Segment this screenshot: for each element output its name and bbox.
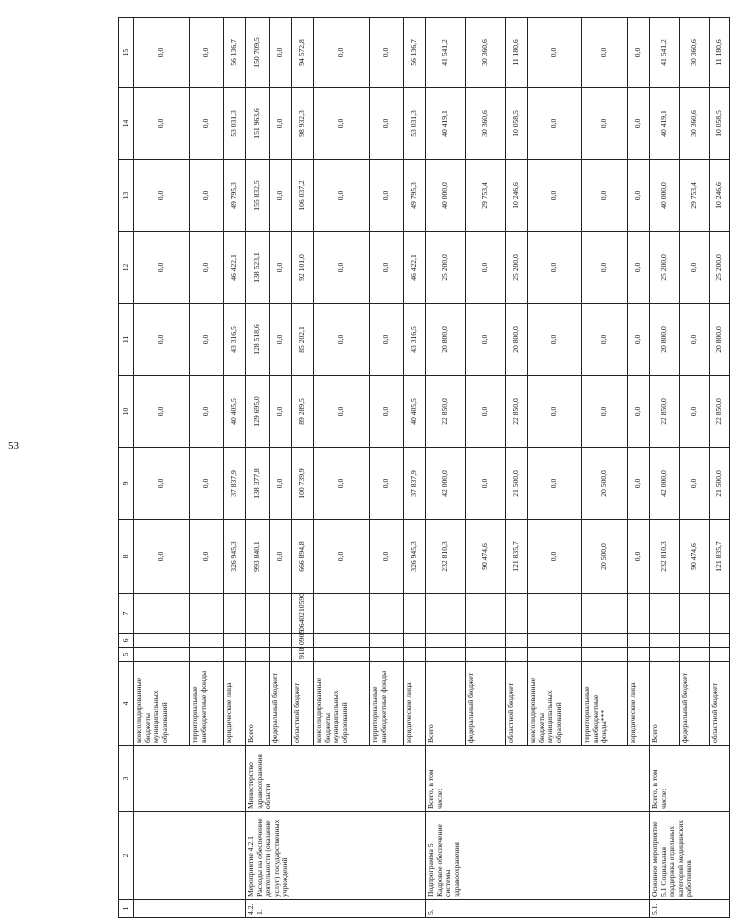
value-cell: 0,0 bbox=[134, 160, 190, 232]
cell bbox=[680, 634, 710, 648]
value-cell: 25 200,0 bbox=[506, 232, 528, 304]
row-number: 4.2.1. bbox=[246, 900, 426, 918]
cell bbox=[710, 594, 730, 634]
value-cell: 20 800,0 bbox=[426, 304, 466, 376]
value-cell: 0,0 bbox=[190, 520, 224, 594]
cell bbox=[582, 648, 628, 662]
cell bbox=[270, 594, 292, 634]
value-cell: 30 360,6 bbox=[466, 18, 506, 88]
value-cell: 21 500,0 bbox=[710, 448, 730, 520]
value-cell: 43 316,5 bbox=[404, 304, 426, 376]
value-cell: 0,0 bbox=[270, 160, 292, 232]
cell bbox=[224, 648, 246, 662]
value-cell: 46 422,1 bbox=[224, 232, 246, 304]
value-cell: 22 850,0 bbox=[506, 376, 528, 448]
value-cell: 92 101,0 bbox=[292, 232, 314, 304]
value-cell: 0,0 bbox=[370, 520, 404, 594]
value-cell: 10 246,6 bbox=[506, 160, 528, 232]
value-cell: 29 753,4 bbox=[680, 160, 710, 232]
value-cell: 42 000,0 bbox=[650, 448, 680, 520]
value-cell: 0,0 bbox=[314, 376, 370, 448]
value-cell: 0,0 bbox=[370, 88, 404, 160]
value-cell: 21 500,0 bbox=[506, 448, 528, 520]
cell bbox=[710, 634, 730, 648]
value-cell: 0,0 bbox=[270, 304, 292, 376]
value-cell: 0,0 bbox=[314, 304, 370, 376]
value-cell: 49 795,3 bbox=[404, 160, 426, 232]
header-cell: 6 bbox=[119, 634, 134, 648]
value-cell: 232 810,3 bbox=[650, 520, 680, 594]
header-cell: 7 bbox=[119, 594, 134, 634]
cell bbox=[270, 648, 292, 662]
value-cell: 0,0 bbox=[466, 376, 506, 448]
value-cell: 0,0 bbox=[582, 18, 628, 88]
value-cell: 30 360,6 bbox=[466, 88, 506, 160]
header-cell: 9 bbox=[119, 448, 134, 520]
header-cell: 3 bbox=[119, 746, 134, 812]
source-cell: Всего bbox=[650, 662, 680, 746]
value-cell: 20 800,0 bbox=[506, 304, 528, 376]
value-cell: 0,0 bbox=[134, 88, 190, 160]
header-cell: 2 bbox=[119, 812, 134, 900]
value-cell: 53 031,3 bbox=[404, 88, 426, 160]
value-cell: 40 419,1 bbox=[426, 88, 466, 160]
executor: Всего, в том числе: bbox=[650, 746, 730, 812]
header-cell: 11 bbox=[119, 304, 134, 376]
value-cell: 0,0 bbox=[582, 88, 628, 160]
value-cell: 0,0 bbox=[628, 18, 650, 88]
cell bbox=[246, 648, 270, 662]
value-cell: 138 377,8 bbox=[246, 448, 270, 520]
value-cell: 0,0 bbox=[528, 376, 582, 448]
source-cell: территориальные внебюджетные фонды*** bbox=[582, 662, 628, 746]
value-cell: 0,0 bbox=[680, 232, 710, 304]
value-cell: 90 474,6 bbox=[680, 520, 710, 594]
cell bbox=[628, 634, 650, 648]
value-cell: 85 202,1 bbox=[292, 304, 314, 376]
header-cell: 4 bbox=[119, 662, 134, 746]
value-cell: 0,0 bbox=[134, 448, 190, 520]
header-cell: 14 bbox=[119, 88, 134, 160]
cell bbox=[224, 634, 246, 648]
value-cell: 0,0 bbox=[270, 448, 292, 520]
value-cell: 22 850,0 bbox=[426, 376, 466, 448]
cell bbox=[314, 594, 370, 634]
value-cell: 0,0 bbox=[466, 232, 506, 304]
value-cell: 0,0 bbox=[190, 160, 224, 232]
value-cell: 0,0 bbox=[190, 88, 224, 160]
cell bbox=[528, 594, 582, 634]
cell bbox=[466, 594, 506, 634]
value-cell: 20 500,0 bbox=[582, 448, 628, 520]
value-cell: 0,0 bbox=[190, 232, 224, 304]
value-cell: 20 500,0 bbox=[582, 520, 628, 594]
value-cell: 0,0 bbox=[628, 160, 650, 232]
value-cell: 151 963,6 bbox=[246, 88, 270, 160]
value-cell: 0,0 bbox=[370, 160, 404, 232]
source-cell: федеральный бюджет bbox=[680, 662, 710, 746]
value-cell: 326 945,3 bbox=[224, 520, 246, 594]
value-cell: 0,0 bbox=[680, 448, 710, 520]
value-cell: 0,0 bbox=[314, 160, 370, 232]
value-cell: 666 894,8 bbox=[292, 520, 314, 594]
value-cell: 40 405,5 bbox=[404, 376, 426, 448]
header-cell: 12 bbox=[119, 232, 134, 304]
value-cell: 0,0 bbox=[270, 520, 292, 594]
executor: Министерство здравоохранения области bbox=[246, 746, 426, 812]
value-cell: 0,0 bbox=[270, 232, 292, 304]
cell bbox=[224, 594, 246, 634]
table-row bbox=[426, 18, 466, 918]
cell bbox=[314, 648, 370, 662]
measure-name: Мероприятие 4.2.1 Расходы на обеспечение деятельности (оказание услуг) государственных учреждений bbox=[246, 812, 426, 900]
value-cell: 0,0 bbox=[190, 448, 224, 520]
value-cell: 43 316,5 bbox=[224, 304, 246, 376]
row-number: 5. bbox=[426, 900, 650, 918]
header-row bbox=[119, 18, 134, 918]
value-cell: 0,0 bbox=[628, 376, 650, 448]
value-cell: 232 810,3 bbox=[426, 520, 466, 594]
value-cell: 90 474,6 bbox=[466, 520, 506, 594]
cell bbox=[628, 594, 650, 634]
value-cell: 0,0 bbox=[680, 376, 710, 448]
cell bbox=[370, 634, 404, 648]
value-cell: 0,0 bbox=[680, 304, 710, 376]
value-cell: 0,0 bbox=[528, 160, 582, 232]
header-cell: 8 bbox=[119, 520, 134, 594]
value-cell: 11 180,6 bbox=[506, 18, 528, 88]
cell bbox=[650, 634, 680, 648]
source-cell: юридические лица bbox=[404, 662, 426, 746]
cell bbox=[466, 634, 506, 648]
cell bbox=[710, 648, 730, 662]
cell bbox=[582, 634, 628, 648]
value-cell: 89 289,5 bbox=[292, 376, 314, 448]
value-cell: 98 932,3 bbox=[292, 88, 314, 160]
value-cell: 0,0 bbox=[314, 448, 370, 520]
value-cell: 0,0 bbox=[582, 232, 628, 304]
value-cell: 37 837,9 bbox=[224, 448, 246, 520]
cell bbox=[404, 594, 426, 634]
cell bbox=[426, 634, 466, 648]
measure-name: Подпрограмма 5 Кадровое обеспечение системы здравоохранения bbox=[426, 812, 650, 900]
value-cell: 25 200,0 bbox=[710, 232, 730, 304]
cell bbox=[134, 634, 190, 648]
source-cell: Всего bbox=[426, 662, 466, 746]
cell bbox=[506, 634, 528, 648]
value-cell: 46 422,1 bbox=[404, 232, 426, 304]
source-cell: территориальные внебюджетные фонды bbox=[370, 662, 404, 746]
section-code: 0905 bbox=[292, 634, 314, 648]
value-cell: 0,0 bbox=[582, 304, 628, 376]
value-cell: 0,0 bbox=[370, 448, 404, 520]
source-cell: территориальные внебюджетные фонды bbox=[190, 662, 224, 746]
source-cell: юридические лица bbox=[224, 662, 246, 746]
value-cell: 0,0 bbox=[190, 18, 224, 88]
value-cell: 11 180,6 bbox=[710, 18, 730, 88]
value-cell: 129 695,0 bbox=[246, 376, 270, 448]
value-cell: 10 058,5 bbox=[710, 88, 730, 160]
cell bbox=[246, 634, 270, 648]
value-cell: 0,0 bbox=[314, 232, 370, 304]
cell bbox=[404, 648, 426, 662]
value-cell: 150 709,5 bbox=[246, 18, 270, 88]
value-cell: 0,0 bbox=[134, 232, 190, 304]
value-cell: 0,0 bbox=[466, 304, 506, 376]
source-cell: федеральный бюджет bbox=[270, 662, 292, 746]
cell bbox=[370, 594, 404, 634]
value-cell: 41 541,2 bbox=[426, 18, 466, 88]
value-cell: 42 000,0 bbox=[426, 448, 466, 520]
value-cell: 0,0 bbox=[628, 448, 650, 520]
source-cell: консолидированные бюджеты муниципальных образований bbox=[528, 662, 582, 746]
value-cell: 53 031,3 bbox=[224, 88, 246, 160]
value-cell: 0,0 bbox=[134, 376, 190, 448]
value-cell: 30 360,6 bbox=[680, 88, 710, 160]
value-cell: 10 246,6 bbox=[710, 160, 730, 232]
value-cell: 25 200,0 bbox=[650, 232, 680, 304]
value-cell: 22 850,0 bbox=[710, 376, 730, 448]
cell bbox=[650, 648, 680, 662]
cell bbox=[190, 634, 224, 648]
value-cell: 0,0 bbox=[466, 448, 506, 520]
value-cell: 0,0 bbox=[528, 88, 582, 160]
table-row bbox=[134, 18, 190, 918]
value-cell: 40 000,0 bbox=[650, 160, 680, 232]
header-cell: 15 bbox=[119, 18, 134, 88]
value-cell: 41 541,2 bbox=[650, 18, 680, 88]
cell bbox=[404, 634, 426, 648]
cell bbox=[190, 648, 224, 662]
value-cell: 0,0 bbox=[628, 88, 650, 160]
header-cell: 1 bbox=[119, 900, 134, 918]
measure-name: Основное мероприятие 5.1 Социальная поддержка отдельных категорий медицинских работников bbox=[650, 812, 730, 900]
value-cell: 326 945,3 bbox=[404, 520, 426, 594]
cell bbox=[506, 594, 528, 634]
value-cell: 0,0 bbox=[370, 376, 404, 448]
value-cell: 49 795,3 bbox=[224, 160, 246, 232]
value-cell: 0,0 bbox=[270, 88, 292, 160]
value-cell: 138 523,1 bbox=[246, 232, 270, 304]
value-cell: 993 840,1 bbox=[246, 520, 270, 594]
header-cell: 5 bbox=[119, 648, 134, 662]
cell bbox=[426, 648, 466, 662]
value-cell: 56 136,7 bbox=[224, 18, 246, 88]
value-cell: 0,0 bbox=[582, 376, 628, 448]
value-cell: 0,0 bbox=[314, 88, 370, 160]
value-cell: 10 058,5 bbox=[506, 88, 528, 160]
header-cell: 10 bbox=[119, 376, 134, 448]
value-cell: 0,0 bbox=[628, 520, 650, 594]
value-cell: 0,0 bbox=[628, 232, 650, 304]
value-cell: 0,0 bbox=[314, 520, 370, 594]
value-cell: 94 572,8 bbox=[292, 18, 314, 88]
value-cell: 121 835,7 bbox=[506, 520, 528, 594]
source-cell: областной бюджет bbox=[292, 662, 314, 746]
value-cell: 56 136,7 bbox=[404, 18, 426, 88]
value-cell: 29 753,4 bbox=[466, 160, 506, 232]
value-cell: 40 000,0 bbox=[426, 160, 466, 232]
cell bbox=[650, 594, 680, 634]
page-number: 53 bbox=[8, 440, 19, 452]
value-cell: 40 405,5 bbox=[224, 376, 246, 448]
cell bbox=[134, 812, 246, 900]
value-cell: 155 832,5 bbox=[246, 160, 270, 232]
value-cell: 0,0 bbox=[582, 160, 628, 232]
value-cell: 0,0 bbox=[270, 376, 292, 448]
cell bbox=[134, 648, 190, 662]
table-row bbox=[246, 18, 270, 918]
value-cell: 30 360,6 bbox=[680, 18, 710, 88]
cell bbox=[466, 648, 506, 662]
value-cell: 0,0 bbox=[528, 520, 582, 594]
cell bbox=[370, 648, 404, 662]
cell bbox=[582, 594, 628, 634]
value-cell: 22 850,0 bbox=[650, 376, 680, 448]
value-cell: 0,0 bbox=[134, 18, 190, 88]
cell bbox=[628, 648, 650, 662]
value-cell: 20 800,0 bbox=[650, 304, 680, 376]
source-cell: консолидированные бюджеты муниципальных образований bbox=[314, 662, 370, 746]
cell bbox=[426, 594, 466, 634]
cell bbox=[506, 648, 528, 662]
value-cell: 0,0 bbox=[270, 18, 292, 88]
cell bbox=[134, 746, 246, 812]
value-cell: 0,0 bbox=[370, 232, 404, 304]
value-cell: 25 200,0 bbox=[426, 232, 466, 304]
value-cell: 121 835,7 bbox=[710, 520, 730, 594]
value-cell: 0,0 bbox=[190, 304, 224, 376]
target-code: 0640210590 bbox=[292, 594, 314, 634]
row-number: 5.1. bbox=[650, 900, 730, 918]
cell bbox=[190, 594, 224, 634]
value-cell: 0,0 bbox=[134, 520, 190, 594]
table-row bbox=[650, 18, 680, 918]
value-cell: 0,0 bbox=[134, 304, 190, 376]
cell bbox=[528, 634, 582, 648]
source-cell: юридические лица bbox=[628, 662, 650, 746]
cell bbox=[134, 900, 246, 918]
value-cell: 0,0 bbox=[190, 376, 224, 448]
cell bbox=[246, 594, 270, 634]
gr-code: 918 bbox=[292, 648, 314, 662]
value-cell: 0,0 bbox=[314, 18, 370, 88]
cell bbox=[528, 648, 582, 662]
value-cell: 40 419,1 bbox=[650, 88, 680, 160]
value-cell: 106 037,2 bbox=[292, 160, 314, 232]
value-cell: 0,0 bbox=[628, 304, 650, 376]
source-cell: областной бюджет bbox=[710, 662, 730, 746]
source-cell: областной бюджет bbox=[506, 662, 528, 746]
value-cell: 0,0 bbox=[370, 18, 404, 88]
value-cell: 100 739,9 bbox=[292, 448, 314, 520]
cell bbox=[680, 594, 710, 634]
value-cell: 0,0 bbox=[528, 232, 582, 304]
value-cell: 128 518,6 bbox=[246, 304, 270, 376]
source-cell: Всего bbox=[246, 662, 270, 746]
executor: Всего, в том числе: bbox=[426, 746, 650, 812]
cell bbox=[134, 594, 190, 634]
value-cell: 0,0 bbox=[370, 304, 404, 376]
value-cell: 0,0 bbox=[528, 18, 582, 88]
value-cell: 20 800,0 bbox=[710, 304, 730, 376]
value-cell: 0,0 bbox=[528, 304, 582, 376]
value-cell: 0,0 bbox=[528, 448, 582, 520]
value-cell: 37 837,9 bbox=[404, 448, 426, 520]
cell bbox=[314, 634, 370, 648]
cell bbox=[680, 648, 710, 662]
header-cell: 13 bbox=[119, 160, 134, 232]
rotated-table-container bbox=[118, 18, 724, 918]
cell bbox=[270, 634, 292, 648]
budget-table bbox=[118, 17, 730, 918]
source-cell: консолидированные бюджеты муниципальных образований bbox=[134, 662, 190, 746]
source-cell: федеральный бюджет bbox=[466, 662, 506, 746]
